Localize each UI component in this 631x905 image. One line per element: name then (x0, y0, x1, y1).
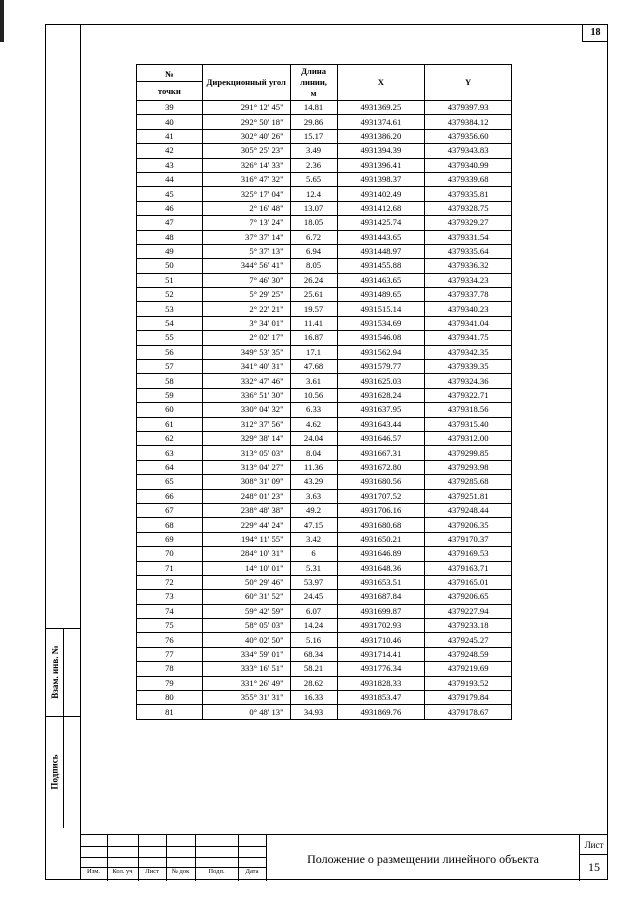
y-coordinate-cell: 4379341.75 (425, 331, 512, 345)
table-row (137, 705, 512, 719)
x-coordinate-cell: 4931369.25 (337, 101, 425, 115)
x-coordinate-cell: 4931515.14 (337, 302, 425, 316)
line-length-cell: 5.16 (290, 633, 337, 647)
point-number-cell: 53 (137, 302, 203, 316)
table-row (137, 590, 512, 604)
table-header-row (137, 65, 512, 101)
y-coordinate-cell: 4379342.35 (425, 345, 512, 359)
direction-angle-cell: 334° 59' 01" (202, 647, 290, 661)
y-coordinate-cell: 4379397.93 (425, 101, 512, 115)
line-length-cell: 24.45 (290, 590, 337, 604)
table-row (137, 331, 512, 345)
y-coordinate-cell: 4379324.36 (425, 374, 512, 388)
direction-angle-cell: 238° 48' 38" (202, 503, 290, 517)
point-number-cell: 47 (137, 216, 203, 230)
point-number-cell: 56 (137, 345, 203, 359)
line-length-cell: 5.65 (290, 172, 337, 186)
point-number-cell: 55 (137, 331, 203, 345)
x-coordinate-cell: 4931398.37 (337, 172, 425, 186)
line-length-cell: 18.05 (290, 216, 337, 230)
x-coordinate-cell: 4931699.87 (337, 604, 425, 618)
x-coordinate-cell: 4931562.94 (337, 345, 425, 359)
point-number-cell: 48 (137, 230, 203, 244)
direction-angle-cell: 330° 04' 32" (202, 403, 290, 417)
point-number-cell: 75 (137, 619, 203, 633)
line-length-cell: 6.07 (290, 604, 337, 618)
x-coordinate-cell: 4931706.16 (337, 503, 425, 517)
label-doc-number: № док (171, 868, 190, 875)
label-signature: Подп. (208, 868, 225, 875)
table-row (137, 575, 512, 589)
table-row (137, 662, 512, 676)
y-coordinate-cell: 4379248.59 (425, 647, 512, 661)
direction-angle-cell: 292° 50' 18" (202, 115, 290, 129)
line-length-cell: 6.94 (290, 244, 337, 258)
y-coordinate-cell: 4379315.40 (425, 417, 512, 431)
line-length-cell: 14.24 (290, 619, 337, 633)
y-coordinate-cell: 4379285.68 (425, 475, 512, 489)
y-coordinate-cell: 4379340.23 (425, 302, 512, 316)
direction-angle-cell: 0° 48' 13" (202, 705, 290, 719)
revision-cells (80, 835, 266, 881)
direction-angle-cell: 37° 37' 14" (202, 230, 290, 244)
line-length-cell: 25.61 (290, 288, 337, 302)
direction-angle-cell: 60° 31' 52" (202, 590, 290, 604)
table-row (137, 201, 512, 215)
table-row (137, 547, 512, 561)
x-coordinate-cell: 4931702.93 (337, 619, 425, 633)
table-row (137, 431, 512, 445)
line-length-cell: 49.2 (290, 503, 337, 517)
line-length-cell: 6 (290, 547, 337, 561)
direction-angle-cell: 2° 22' 21" (202, 302, 290, 316)
y-coordinate-cell: 4379193.52 (425, 676, 512, 690)
x-coordinate-cell: 4931646.57 (337, 431, 425, 445)
direction-angle-cell: 3° 34' 01" (202, 316, 290, 330)
point-number-cell: 81 (137, 705, 203, 719)
top-sheet-number: 18 (582, 25, 608, 42)
direction-angle-cell: 59° 42' 59" (202, 604, 290, 618)
y-coordinate-cell: 4379356.60 (425, 129, 512, 143)
header-direction-angle: Дирекционный угол (202, 65, 290, 101)
x-coordinate-cell: 4931628.24 (337, 388, 425, 402)
line-length-cell: 6.33 (290, 403, 337, 417)
line-length-cell: 53.97 (290, 575, 337, 589)
point-number-cell: 45 (137, 187, 203, 201)
line-length-cell: 68.34 (290, 647, 337, 661)
y-coordinate-cell: 4379206.35 (425, 518, 512, 532)
line-length-cell: 24.04 (290, 431, 337, 445)
point-number-cell: 79 (137, 676, 203, 690)
point-number-cell: 39 (137, 101, 203, 115)
y-coordinate-cell: 4379248.44 (425, 503, 512, 517)
direction-angle-cell: 302° 40' 26" (202, 129, 290, 143)
line-length-cell: 8.05 (290, 259, 337, 273)
y-coordinate-cell: 4379293.98 (425, 460, 512, 474)
direction-angle-cell: 313° 05' 03" (202, 446, 290, 460)
line-length-cell: 26.24 (290, 273, 337, 287)
point-number-cell: 70 (137, 547, 203, 561)
line-length-cell: 3.49 (290, 144, 337, 158)
y-coordinate-cell: 4379341.04 (425, 316, 512, 330)
line-length-cell: 13.07 (290, 201, 337, 215)
point-number-cell: 61 (137, 417, 203, 431)
x-coordinate-cell: 4931667.31 (337, 446, 425, 460)
line-length-cell: 11.41 (290, 316, 337, 330)
direction-angle-cell: 194° 11' 55" (202, 532, 290, 546)
table-row (137, 417, 512, 431)
x-coordinate-cell: 4931412.68 (337, 201, 425, 215)
direction-angle-cell: 332° 47' 46" (202, 374, 290, 388)
point-number-cell: 72 (137, 575, 203, 589)
x-coordinate-cell: 4931650.21 (337, 532, 425, 546)
x-coordinate-cell: 4931853.47 (337, 691, 425, 705)
point-number-cell: 40 (137, 115, 203, 129)
direction-angle-cell: 308° 31' 09" (202, 475, 290, 489)
table-row (137, 604, 512, 618)
x-coordinate-cell: 4931489.65 (337, 288, 425, 302)
x-coordinate-cell: 4931680.68 (337, 518, 425, 532)
x-coordinate-cell: 4931396.41 (337, 158, 425, 172)
table-row (137, 101, 512, 115)
direction-angle-cell: 291° 12' 45" (202, 101, 290, 115)
table-row (137, 633, 512, 647)
side-stamp (45, 628, 80, 828)
stamp-label-inventory: Взам. инв. № (49, 645, 60, 699)
table-row (137, 273, 512, 287)
direction-angle-cell: 248° 01' 23" (202, 489, 290, 503)
point-number-cell: 67 (137, 503, 203, 517)
point-number-cell: 41 (137, 129, 203, 143)
direction-angle-cell: 305° 25' 23" (202, 144, 290, 158)
point-number-cell: 51 (137, 273, 203, 287)
direction-angle-cell: 313° 04' 27" (202, 460, 290, 474)
coordinates-table (136, 64, 512, 720)
table-row (137, 475, 512, 489)
y-coordinate-cell: 4379178.67 (425, 705, 512, 719)
point-number-cell: 50 (137, 259, 203, 273)
scan-edge-mark (0, 0, 4, 42)
table-row (137, 647, 512, 661)
table-row (137, 158, 512, 172)
line-length-cell: 19.57 (290, 302, 337, 316)
point-number-cell: 66 (137, 489, 203, 503)
x-coordinate-cell: 4931653.51 (337, 575, 425, 589)
y-coordinate-cell: 4379245.27 (425, 633, 512, 647)
line-length-cell: 11.36 (290, 460, 337, 474)
direction-angle-cell: 344° 56' 41" (202, 259, 290, 273)
table-row (137, 259, 512, 273)
x-coordinate-cell: 4931386.20 (337, 129, 425, 143)
x-coordinate-cell: 4931463.65 (337, 273, 425, 287)
line-length-cell: 10.56 (290, 388, 337, 402)
direction-angle-cell: 7° 46' 30" (202, 273, 290, 287)
direction-angle-cell: 14° 10' 01" (202, 561, 290, 575)
line-length-cell: 16.33 (290, 691, 337, 705)
point-number-cell: 65 (137, 475, 203, 489)
table-row (137, 403, 512, 417)
point-number-cell: 76 (137, 633, 203, 647)
table-row (137, 619, 512, 633)
x-coordinate-cell: 4931455.88 (337, 259, 425, 273)
line-length-cell: 14.81 (290, 101, 337, 115)
point-number-cell: 54 (137, 316, 203, 330)
x-coordinate-cell: 4931374.61 (337, 115, 425, 129)
label-sheet: Лист (145, 868, 159, 875)
stamp-label-signature: Подпись (49, 754, 60, 790)
direction-angle-cell: 5° 29' 25" (202, 288, 290, 302)
line-length-cell: 16.87 (290, 331, 337, 345)
title-block (80, 834, 608, 880)
table-row (137, 345, 512, 359)
x-coordinate-cell: 4931579.77 (337, 360, 425, 374)
point-number-cell: 42 (137, 144, 203, 158)
table-row (137, 244, 512, 258)
y-coordinate-cell: 4379163.71 (425, 561, 512, 575)
line-length-cell: 2.36 (290, 158, 337, 172)
table-row (137, 316, 512, 330)
point-number-cell: 64 (137, 460, 203, 474)
table-row (137, 489, 512, 503)
x-coordinate-cell: 4931680.56 (337, 475, 425, 489)
table-row (137, 216, 512, 230)
line-length-cell: 28.62 (290, 676, 337, 690)
direction-angle-cell: 316° 47' 32" (202, 172, 290, 186)
sheet-number: 15 (588, 860, 600, 874)
y-coordinate-cell: 4379219.69 (425, 662, 512, 676)
y-coordinate-cell: 4379384.12 (425, 115, 512, 129)
x-coordinate-cell: 4931776.34 (337, 662, 425, 676)
header-line-length: Длина линии, м (290, 65, 337, 101)
sheet-label: Лист (580, 835, 608, 855)
y-coordinate-cell: 4379339.68 (425, 172, 512, 186)
direction-angle-cell: 58° 05' 03" (202, 619, 290, 633)
table-row (137, 288, 512, 302)
x-coordinate-cell: 4931425.74 (337, 216, 425, 230)
table-row (137, 115, 512, 129)
y-coordinate-cell: 4379335.81 (425, 187, 512, 201)
table-row (137, 460, 512, 474)
x-coordinate-cell: 4931394.39 (337, 144, 425, 158)
point-number-cell: 60 (137, 403, 203, 417)
x-coordinate-cell: 4931637.95 (337, 403, 425, 417)
line-length-cell: 43.29 (290, 475, 337, 489)
table-row (137, 446, 512, 460)
y-coordinate-cell: 4379340.99 (425, 158, 512, 172)
y-coordinate-cell: 4379336.32 (425, 259, 512, 273)
y-coordinate-cell: 4379343.83 (425, 144, 512, 158)
line-length-cell: 17.1 (290, 345, 337, 359)
y-coordinate-cell: 4379335.64 (425, 244, 512, 258)
table-row (137, 187, 512, 201)
label-date: Дата (245, 868, 259, 875)
table-row (137, 302, 512, 316)
table-row (137, 691, 512, 705)
point-number-cell: 78 (137, 662, 203, 676)
point-number-cell: 43 (137, 158, 203, 172)
y-coordinate-cell: 4379312.00 (425, 431, 512, 445)
x-coordinate-cell: 4931672.80 (337, 460, 425, 474)
line-length-cell: 8.04 (290, 446, 337, 460)
direction-angle-cell: 312° 37' 56" (202, 417, 290, 431)
direction-angle-cell: 336° 51' 30" (202, 388, 290, 402)
direction-angle-cell: 229° 44' 24" (202, 518, 290, 532)
line-length-cell: 12.4 (290, 187, 337, 201)
table-row (137, 532, 512, 546)
table-row (137, 374, 512, 388)
line-length-cell: 29.86 (290, 115, 337, 129)
x-coordinate-cell: 4931648.36 (337, 561, 425, 575)
direction-angle-cell: 325° 17' 04" (202, 187, 290, 201)
y-coordinate-cell: 4379318.56 (425, 403, 512, 417)
document-title: Положение о размещении линейного объекта (266, 835, 579, 881)
y-coordinate-cell: 4379169.53 (425, 547, 512, 561)
y-coordinate-cell: 4379329.27 (425, 216, 512, 230)
point-number-cell: 80 (137, 691, 203, 705)
point-number-cell: 68 (137, 518, 203, 532)
point-number-cell: 59 (137, 388, 203, 402)
x-coordinate-cell: 4931828.33 (337, 676, 425, 690)
point-number-cell: 44 (137, 172, 203, 186)
point-number-cell: 52 (137, 288, 203, 302)
direction-angle-cell: 349° 53' 35" (202, 345, 290, 359)
direction-angle-cell: 331° 26' 49" (202, 676, 290, 690)
line-length-cell: 5.31 (290, 561, 337, 575)
direction-angle-cell: 329° 38' 14" (202, 431, 290, 445)
x-coordinate-cell: 4931534.69 (337, 316, 425, 330)
direction-angle-cell: 341° 40' 31" (202, 360, 290, 374)
direction-angle-cell: 333° 16' 51" (202, 662, 290, 676)
point-number-cell: 62 (137, 431, 203, 445)
direction-angle-cell: 5° 37' 13" (202, 244, 290, 258)
y-coordinate-cell: 4379170.37 (425, 532, 512, 546)
y-coordinate-cell: 4379334.23 (425, 273, 512, 287)
direction-angle-cell: 2° 16' 48" (202, 201, 290, 215)
table-body (137, 101, 512, 720)
line-length-cell: 15.17 (290, 129, 337, 143)
direction-angle-cell: 2° 02' 17" (202, 331, 290, 345)
point-number-cell: 57 (137, 360, 203, 374)
line-length-cell: 34.93 (290, 705, 337, 719)
y-coordinate-cell: 4379328.75 (425, 201, 512, 215)
point-number-cell: 77 (137, 647, 203, 661)
point-number-cell: 74 (137, 604, 203, 618)
x-coordinate-cell: 4931546.08 (337, 331, 425, 345)
y-coordinate-cell: 4379206.65 (425, 590, 512, 604)
x-coordinate-cell: 4931710.46 (337, 633, 425, 647)
table-row (137, 172, 512, 186)
x-coordinate-cell: 4931443.65 (337, 230, 425, 244)
table-row (137, 129, 512, 143)
table-row (137, 518, 512, 532)
point-number-cell: 49 (137, 244, 203, 258)
x-coordinate-cell: 4931646.89 (337, 547, 425, 561)
x-coordinate-cell: 4931625.03 (337, 374, 425, 388)
table-row (137, 144, 512, 158)
direction-angle-cell: 50° 29' 46" (202, 575, 290, 589)
y-coordinate-cell: 4379339.35 (425, 360, 512, 374)
header-x: X (337, 65, 425, 101)
line-length-cell: 3.61 (290, 374, 337, 388)
direction-angle-cell: 355° 31' 31" (202, 691, 290, 705)
line-length-cell: 58.21 (290, 662, 337, 676)
y-coordinate-cell: 4379299.85 (425, 446, 512, 460)
direction-angle-cell: 7° 13' 24" (202, 216, 290, 230)
header-point-number: № точки (137, 65, 203, 101)
y-coordinate-cell: 4379251.81 (425, 489, 512, 503)
direction-angle-cell: 284° 10' 31" (202, 547, 290, 561)
line-length-cell: 47.68 (290, 360, 337, 374)
x-coordinate-cell: 4931687.84 (337, 590, 425, 604)
table-row (137, 561, 512, 575)
point-number-cell: 46 (137, 201, 203, 215)
table-row (137, 230, 512, 244)
point-number-cell: 58 (137, 374, 203, 388)
x-coordinate-cell: 4931707.52 (337, 489, 425, 503)
point-number-cell: 69 (137, 532, 203, 546)
y-coordinate-cell: 4379227.94 (425, 604, 512, 618)
direction-angle-cell: 40° 02' 50" (202, 633, 290, 647)
table-row (137, 503, 512, 517)
direction-angle-cell: 326° 14' 33" (202, 158, 290, 172)
point-number-cell: 63 (137, 446, 203, 460)
table-row (137, 388, 512, 402)
x-coordinate-cell: 4931714.41 (337, 647, 425, 661)
y-coordinate-cell: 4379233.18 (425, 619, 512, 633)
x-coordinate-cell: 4931643.44 (337, 417, 425, 431)
line-length-cell: 47.15 (290, 518, 337, 532)
y-coordinate-cell: 4379337.78 (425, 288, 512, 302)
x-coordinate-cell: 4931869.76 (337, 705, 425, 719)
x-coordinate-cell: 4931448.97 (337, 244, 425, 258)
y-coordinate-cell: 4379165.01 (425, 575, 512, 589)
label-count: Кол. уч (112, 868, 133, 875)
table-row (137, 676, 512, 690)
line-length-cell: 6.72 (290, 230, 337, 244)
point-number-cell: 73 (137, 590, 203, 604)
y-coordinate-cell: 4379322.71 (425, 388, 512, 402)
sheet-number-box (579, 835, 608, 881)
y-coordinate-cell: 4379331.54 (425, 230, 512, 244)
line-length-cell: 4.62 (290, 417, 337, 431)
line-length-cell: 3.63 (290, 489, 337, 503)
label-revision: Изм. (87, 868, 100, 875)
x-coordinate-cell: 4931402.49 (337, 187, 425, 201)
table-row (137, 360, 512, 374)
y-coordinate-cell: 4379179.84 (425, 691, 512, 705)
point-number-cell: 71 (137, 561, 203, 575)
header-y: Y (425, 65, 512, 101)
line-length-cell: 3.42 (290, 532, 337, 546)
